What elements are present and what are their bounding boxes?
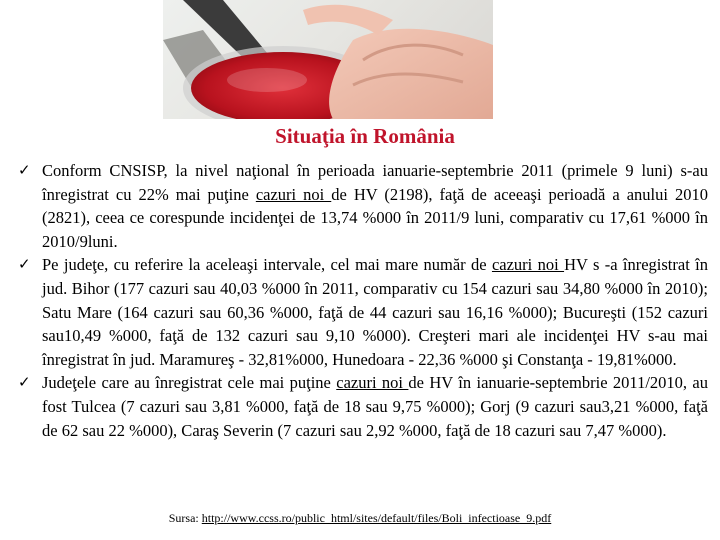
- slide-title: Situaţia în România: [275, 124, 455, 148]
- source-citation: [0, 510, 720, 526]
- underlined-term: cazuri noi: [255, 184, 332, 204]
- bullet-text: de HV în ianuarie-septembrie 2011/2010, au fost Tulcea (7 cazuri sau 3,81 %000, faţă de 18 sau 9,75 %000); Gorj (9 cazuri sau3,21 %000, faţă de 62 sau 22 %000), Caraş Severin (7 cazuri sau 2,92 %000, faţă de 18 cazuri sau 7,47 %000).: [42, 373, 708, 440]
- underlined-term: cazuri noi: [491, 255, 565, 275]
- bullet-text: Conform CNSISP, la nivel naţional în perioada ianuarie-septembrie 2011 (primele 9 luni) s-au înregistrat cu 22% mai puţine: [42, 161, 708, 204]
- bullet-item-fewest: [18, 371, 708, 442]
- petri-dish-hand-icon: [163, 0, 493, 119]
- bullet-text: Pe judeţe, cu referire la aceleaşi intervale, cel mai mare număr de: [42, 255, 492, 275]
- bullet-item-national: [18, 159, 708, 253]
- source-link[interactable]: http://www.ccss.ro/public_html/sites/default/files/Boli_infectioase_9.pdf: [201, 511, 552, 525]
- checkmark-icon: ✓: [18, 373, 31, 392]
- bullet-text: HV s -a înregistrat în jud. Bihor (177 cazuri sau 40,03 %000 în 2011, comparativ cu 154 cazuri sau 34,80 %000 în 2010); Satu Mare (164 cazuri sau 60,36 %000, faţă de 44 cazuri sau 16,16 %000); Bucureşti (152 cazuri sau10,49 %000, faţă de 132 cazuri sau 9,10 %000). Creşteri mari ale incidenţei HV s-au mai înregistrat în jud. Maramureş - 32,81%000, Hunedoara - 22,36 %000 şi Constanţa - 19,81%000.: [42, 255, 708, 369]
- checkmark-icon: ✓: [18, 255, 31, 274]
- bullet-text: de HV (2198), faţă de aceeaşi perioadă a anului 2010 (2821), ceea ce corespunde incidenţei de 13,74 %000 în 2011/9 luni, comparativ cu 17,61 %000 în 2010/9luni.: [42, 184, 708, 251]
- bullet-text: Judeţele care au înregistrat cele mai puţine: [42, 373, 337, 393]
- source-label: Sursa:: [168, 511, 202, 525]
- underlined-term: cazuri noi: [336, 373, 409, 393]
- bullet-list: [18, 159, 708, 442]
- bullet-item-counties: [18, 253, 708, 371]
- petri-dish-photo: [163, 0, 493, 119]
- checkmark-icon: ✓: [18, 161, 31, 179]
